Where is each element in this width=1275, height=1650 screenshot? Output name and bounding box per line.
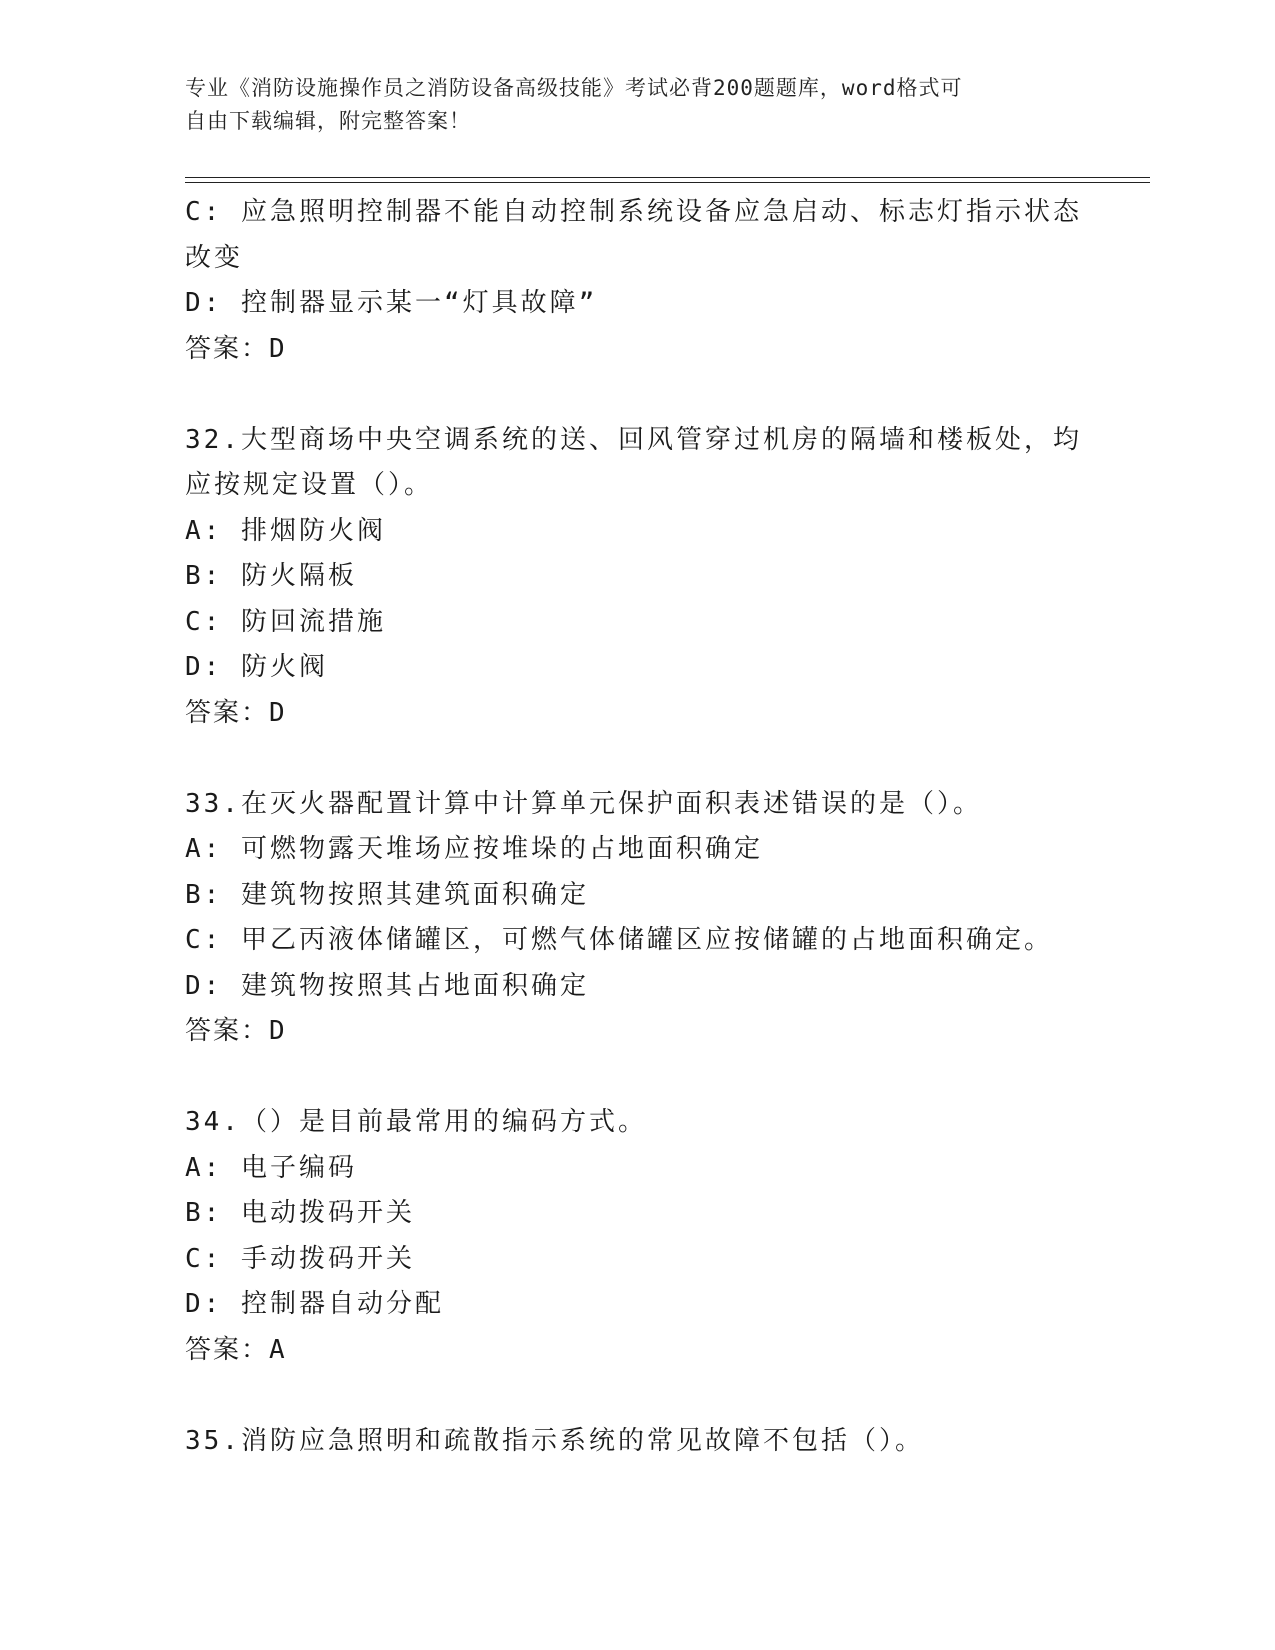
question-stem: 33.在灭火器配置计算中计算单元保护面积表述错误的是（）。 — [185, 788, 982, 819]
header-divider-bottom — [185, 182, 1150, 183]
header-line-1: 专业《消防设施操作员之消防设备高级技能》考试必背200题题库，word格式可 — [185, 76, 963, 100]
option-d: D: 控制器显示某一“灯具故障” — [185, 288, 598, 318]
spacer — [185, 1373, 1085, 1419]
header-divider-top — [185, 177, 1150, 178]
question-34 — [185, 1100, 1085, 1373]
spacer — [185, 1055, 1085, 1101]
option-c: C: 应急照明控制器不能自动控制系统设备应急启动、标志灯指示状态 — [185, 197, 1082, 227]
option-c: C: 防回流措施 — [185, 606, 386, 637]
option-c: C: 甲乙丙液体储罐区，可燃气体储罐区应按储罐的占地面积确定。 — [185, 925, 1053, 955]
option-b: B: 建筑物按照其建筑面积确定 — [185, 879, 589, 910]
question-32 — [185, 418, 1085, 737]
option-b: B: 电动拨码开关 — [185, 1198, 415, 1228]
option-c: C: 手动拨码开关 — [185, 1243, 415, 1274]
document-header — [185, 72, 1065, 138]
question-stem: 34.（）是目前最常用的编码方式。 — [185, 1107, 647, 1137]
question-stem: 32.大型商场中央空调系统的送、回风管穿过机房的隔墙和楼板处，均 — [185, 424, 1082, 455]
option-a: A: 电子编码 — [185, 1152, 357, 1183]
option-d: D: 防火阀 — [185, 652, 328, 682]
option-b: B: 防火隔板 — [185, 561, 357, 591]
option-c-continued: 改变 — [185, 242, 244, 273]
answer: 答案：D — [185, 697, 287, 728]
spacer — [185, 372, 1085, 418]
question-33 — [185, 782, 1085, 1055]
question-stem: 35.消防应急照明和疏散指示系统的常见故障不包括（）。 — [185, 1425, 924, 1456]
option-d: D: 建筑物按照其占地面积确定 — [185, 970, 589, 1001]
option-d: D: 控制器自动分配 — [185, 1289, 444, 1319]
answer: 答案：D — [185, 1016, 287, 1046]
spacer — [185, 736, 1085, 782]
option-a: A: 可燃物露天堆场应按堆垛的占地面积确定 — [185, 834, 763, 864]
header-line-2: 自由下载编辑，附完整答案！ — [185, 109, 471, 133]
question-content — [185, 190, 1085, 1464]
answer: 答案：D — [185, 333, 287, 364]
question-31-continued — [185, 190, 1085, 372]
option-a: A: 排烟防火阀 — [185, 515, 386, 546]
question-35 — [185, 1419, 1085, 1465]
question-stem-continued: 应按规定设置（）。 — [185, 470, 434, 500]
answer: 答案：A — [185, 1334, 287, 1365]
